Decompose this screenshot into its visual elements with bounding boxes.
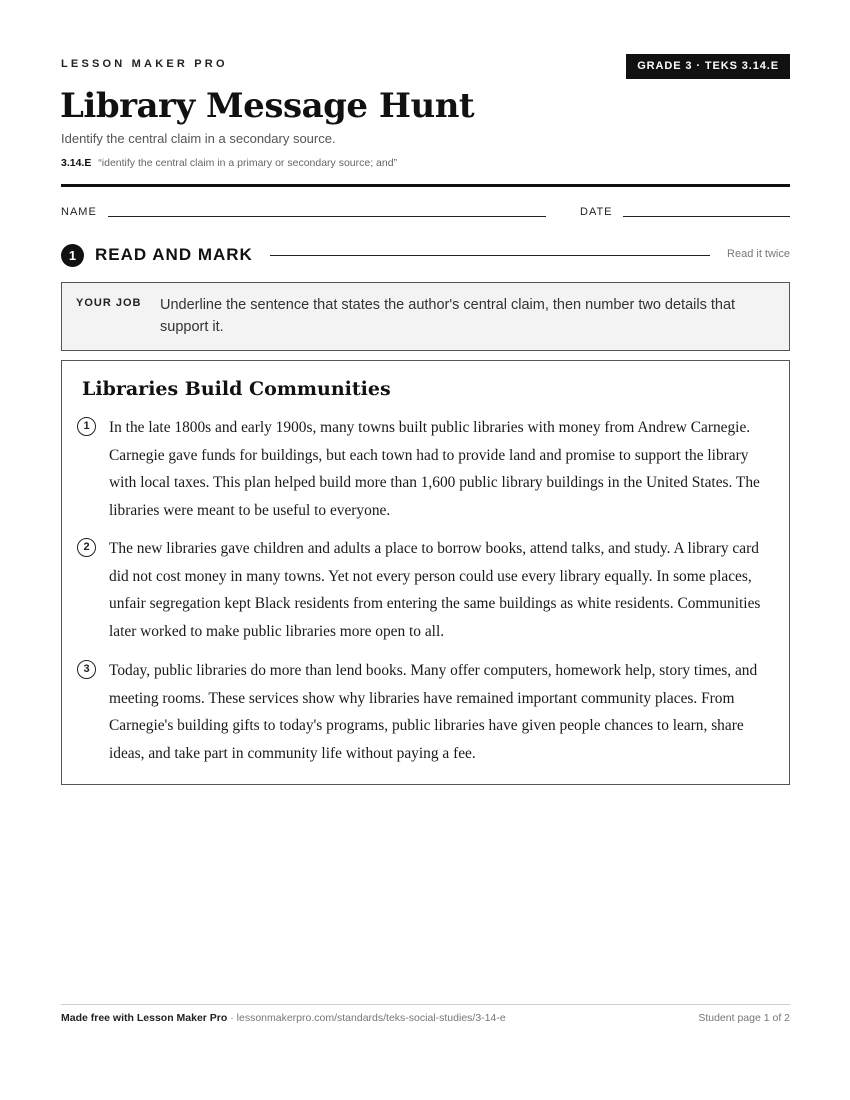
instructions-label: YOUR JOB	[76, 297, 142, 309]
standard-line	[61, 157, 397, 169]
section-note: Read it twice	[727, 248, 790, 260]
passage-paragraph[interactable]: In the late 1800s and early 1900s, many towns built public libraries with money from Andrew Carnegie. Carnegie gave funds for buildings, but each town had to provide land and promise to support the library with local taxes. This plan helped build more than 1,600 public library buildings in the United States. The libraries were meant to be useful to everyone.	[109, 419, 760, 519]
passage-paragraph[interactable]: Today, public libraries do more than lend books. Many offer computers, homework help, story times, and meeting rooms. These services show why libraries have remained important community places. From Carnegie's building gifts to today's programs, public libraries have given people chances to learn, share ideas, and take part in community life without paying a fee.	[109, 662, 758, 762]
page-subtitle: Identify the central claim in a secondary source.	[61, 131, 336, 146]
name-field[interactable]	[108, 216, 546, 217]
section-number-badge: 1	[61, 244, 84, 267]
footer-made-with: Made free with Lesson Maker Pro	[61, 1012, 228, 1024]
date-field[interactable]	[623, 216, 790, 217]
instructions-text: Underline the sentence that states the author's central claim, then number two details that support it.	[160, 297, 736, 335]
worksheet-page	[61, 0, 790, 1100]
page-indicator: Student page 1 of 2	[698, 1012, 790, 1024]
passage-title: Libraries Build Communities	[82, 378, 391, 400]
footer-divider	[61, 1004, 790, 1005]
paragraph-number-marker: 1	[77, 417, 96, 436]
reading-passage	[61, 360, 790, 785]
section-divider	[270, 255, 710, 256]
brand-name: LESSON MAKER PRO	[61, 58, 228, 70]
footer-credit	[61, 1012, 506, 1024]
paragraph-number-marker: 2	[77, 538, 96, 557]
passage-paragraph[interactable]: The new libraries gave children and adults a place to borrow books, attend talks, and study. A library card did not cost money in many towns. Yet not every person could use every library equally. In some places, unfair segregation kept Black residents from entering the same buildings as white residents. Communities later worked to make public libraries more open to all.	[109, 540, 761, 640]
paragraph-number-marker: 3	[77, 660, 96, 679]
instructions-box	[61, 282, 790, 351]
section-title: READ AND MARK	[95, 245, 253, 264]
header-divider	[61, 184, 790, 187]
standard-text: “identify the central claim in a primary or secondary source; and”	[98, 157, 398, 169]
page-title: Library Message Hunt	[60, 86, 475, 126]
name-label: NAME	[61, 206, 97, 218]
footer-url[interactable]: · lessonmakerpro.com/standards/teks-social-studies/3-14-e	[227, 1012, 506, 1024]
standard-code: 3.14.E	[61, 157, 92, 169]
grade-badge: GRADE 3 · TEKS 3.14.E	[626, 54, 790, 79]
date-label: DATE	[580, 206, 613, 218]
